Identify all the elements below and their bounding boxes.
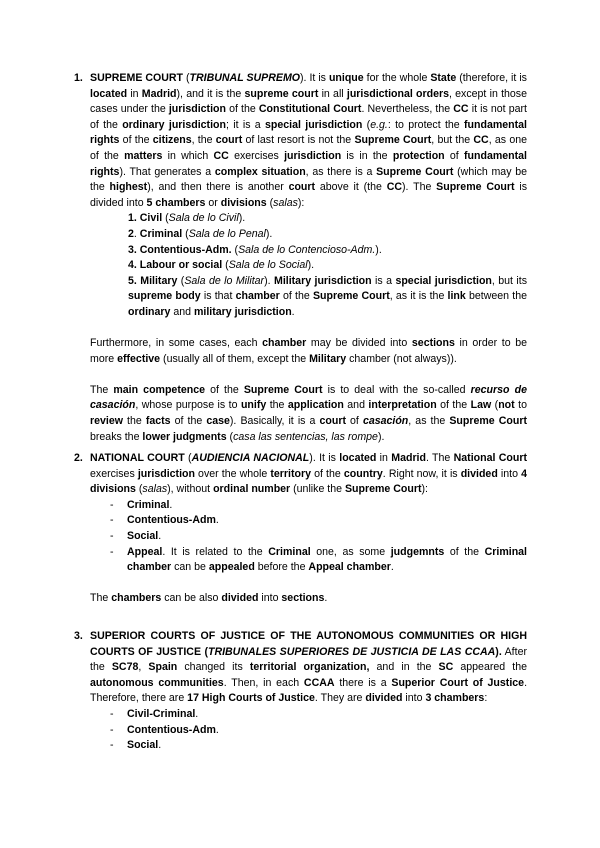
dash-marker: - xyxy=(110,723,114,736)
section-number: 3. xyxy=(74,630,83,642)
list-item: - Civil-Criminal. xyxy=(110,707,527,723)
section-national-court xyxy=(74,451,527,607)
dash-marker: - xyxy=(110,514,114,527)
dash-marker: - xyxy=(110,707,114,720)
list-item: 2. Criminal (Sala de lo Penal). xyxy=(128,227,273,240)
list-item: 1. Civil (Sala de lo Civil). xyxy=(128,212,246,225)
dash-marker: - xyxy=(110,498,114,511)
section-superior-courts xyxy=(74,629,528,754)
section-intro: SUPREME COURT (TRIBUNAL SUPREMO). It is unique for the whole State (therefore, it is located in Madrid), and it is the supreme court in all jurisdictional orders, except in those cases under the jurisdiction of the Constitutional Court. Nevertheless, the CC it is not part of the ordinary jurisdiction; it is a special jurisdiction (e.g.: to protect the fundamental rights of the citizens, the court of last resort is not the Supreme Court, but the CC, as one of the matters in which CC exercises jurisdiction is in the protection of fundamental rights). That generates a complex situation, as there is a Supreme Court (which may be the highest), and then there is another court above it (the CC). The Supreme Court is divided into 5 chambers or divisions (salas): xyxy=(90,72,528,209)
list-item: 3. Contentious-Adm. (Sala de lo Contencioso-Adm.). xyxy=(128,243,382,256)
list-item: - Appeal. It is related to the Criminal one, as some judgemnts of the Criminal chamber can be appealed before the Appeal chamber. xyxy=(110,545,527,574)
dash-marker: - xyxy=(110,529,114,542)
dash-marker: - xyxy=(110,545,114,558)
paragraph: Furthermore, in some cases, each chamber may be divided into sections in order to be more effective (usually all of them, except the Military chamber (not always)). xyxy=(90,337,528,365)
section-intro: NATIONAL COURT (AUDIENCIA NACIONAL). It is located in Madrid. The National Court exercises jurisdiction over the whole territory of the country. Right now, it is divided into 4 divisions (salas), without ordinal number (unlike the Supreme Court): xyxy=(90,452,527,496)
division-list xyxy=(90,498,527,576)
section-number: 2. xyxy=(74,452,83,464)
chamber-list xyxy=(90,211,527,320)
list-item: - Contentious-Adm. xyxy=(110,513,527,529)
list-item: 4. Labour or social (Sala de lo Social). xyxy=(128,259,315,272)
dash-marker: - xyxy=(110,739,114,752)
chamber-list xyxy=(90,707,527,754)
section-number: 1. xyxy=(74,72,83,84)
list-item: 5. Military (Sala de lo Militar). Military jurisdiction is a special jurisdiction, but its supreme body is that chamber of the Supreme Court, as it is the link between the ordinary and military jurisdiction. xyxy=(128,274,528,318)
paragraph: The main competence of the Supreme Court is to deal with the so-called recurso de casación, whose purpose is to unify the application and interpretation of the Law (not to review the facts of the case). Basically, it is a court of casación, as the Supreme Court breaks the lower judgments (casa las sentencias, las rompe). xyxy=(90,383,527,443)
list-item: - Criminal. xyxy=(110,498,527,514)
paragraph: The chambers can be also divided into sections. xyxy=(90,592,328,605)
list-item: - Social. xyxy=(110,738,527,754)
section-intro: SUPERIOR COURTS OF JUSTICE OF THE AUTONOMOUS COMMUNITIES OR HIGH COURTS OF JUSTICE (TRIBUNALES SUPERIORES DE JUSTICIA DE LAS CCAA). After the SC78, Spain changed its territorial organization, and in the SC appeared the autonomous communities. Then, in each CCAA there is a Superior Court of Justice. Therefore, there are 17 High Courts of Justice. They are divided into 3 chambers: xyxy=(90,630,528,705)
section-supreme-court xyxy=(74,71,528,445)
list-item: - Social. xyxy=(110,529,527,545)
list-item: - Contentious-Adm. xyxy=(110,723,527,739)
